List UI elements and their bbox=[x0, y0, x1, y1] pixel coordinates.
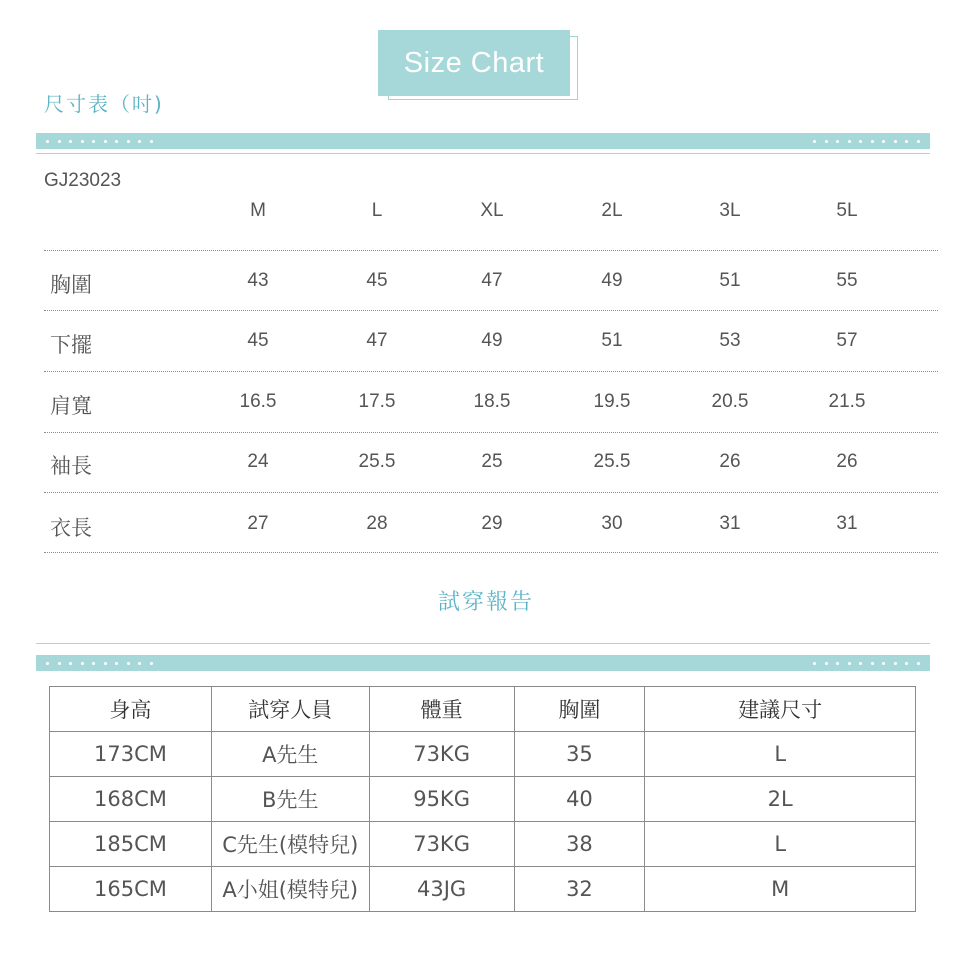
measurement-value: 21.5 bbox=[828, 391, 866, 412]
title-badge bbox=[378, 30, 570, 96]
measurement-label-shoulder: 肩寬 bbox=[50, 394, 92, 418]
size-column-header: 5L bbox=[836, 200, 858, 221]
band-dots-left bbox=[46, 655, 161, 671]
height-cell: 173CM bbox=[50, 732, 212, 777]
weight-cell: 73KG bbox=[369, 732, 514, 777]
measurement-value: 18.5 bbox=[473, 391, 511, 412]
measurement-value: 31 bbox=[719, 513, 741, 534]
measurement-value: 53 bbox=[719, 330, 741, 351]
band-rule-top bbox=[36, 153, 930, 154]
measurement-label-length: 衣長 bbox=[50, 516, 92, 540]
chest-cell: 38 bbox=[514, 822, 645, 867]
measurement-value: 30 bbox=[601, 513, 623, 534]
table-row bbox=[50, 732, 916, 777]
tester-cell: A小姐(模特兒) bbox=[211, 867, 369, 912]
measurement-value: 55 bbox=[836, 270, 858, 291]
column-header-height: 身高 bbox=[50, 687, 212, 732]
measurement-value: 24 bbox=[247, 451, 269, 472]
measurement-value: 16.5 bbox=[239, 391, 277, 412]
size-column-header: M bbox=[250, 200, 266, 221]
measurement-value: 51 bbox=[719, 270, 741, 291]
row-divider bbox=[44, 371, 938, 372]
table-row bbox=[50, 867, 916, 912]
size-column-header: 3L bbox=[719, 200, 741, 221]
height-cell: 168CM bbox=[50, 777, 212, 822]
measurement-label-sleeve: 袖長 bbox=[50, 454, 92, 478]
column-header-weight: 體重 bbox=[369, 687, 514, 732]
size-cell: 2L bbox=[645, 777, 916, 822]
size-cell: M bbox=[645, 867, 916, 912]
size-cell: L bbox=[645, 732, 916, 777]
measurement-value: 57 bbox=[836, 330, 858, 351]
size-chart-title-badge bbox=[378, 30, 578, 102]
measurement-value: 19.5 bbox=[593, 391, 631, 412]
row-divider bbox=[44, 432, 938, 433]
measurement-value: 27 bbox=[247, 513, 269, 534]
measurement-value: 45 bbox=[366, 270, 388, 291]
column-header-chest: 胸圍 bbox=[514, 687, 645, 732]
fit-report-title: 試穿報告 bbox=[437, 590, 534, 615]
measurement-value: 45 bbox=[247, 330, 269, 351]
size-column-header: XL bbox=[480, 200, 504, 221]
measurement-value: 17.5 bbox=[358, 391, 396, 412]
weight-cell: 95KG bbox=[369, 777, 514, 822]
measurement-value: 51 bbox=[601, 330, 623, 351]
row-divider bbox=[44, 250, 938, 251]
size-column-header: L bbox=[371, 200, 383, 221]
weight-cell: 43JG bbox=[369, 867, 514, 912]
column-header-recommended-size: 建議尺寸 bbox=[645, 687, 916, 732]
page-title: Size Chart bbox=[403, 46, 545, 79]
tester-cell: A先生 bbox=[211, 732, 369, 777]
measurement-value: 49 bbox=[481, 330, 503, 351]
row-divider bbox=[44, 492, 938, 493]
band-dots-left bbox=[46, 133, 161, 149]
height-cell: 165CM bbox=[50, 867, 212, 912]
chest-cell: 32 bbox=[514, 867, 645, 912]
measurement-value: 47 bbox=[366, 330, 388, 351]
size-cell: L bbox=[645, 822, 916, 867]
fit-report-table bbox=[49, 686, 916, 912]
measurement-value: 26 bbox=[719, 451, 741, 472]
chest-cell: 35 bbox=[514, 732, 645, 777]
band-dots-right bbox=[813, 133, 928, 149]
tester-cell: C先生(模特兒) bbox=[211, 822, 369, 867]
measurement-value: 29 bbox=[481, 513, 503, 534]
measurement-value: 20.5 bbox=[711, 391, 749, 412]
weight-cell: 73KG bbox=[369, 822, 514, 867]
model-code: GJ23023 bbox=[44, 170, 122, 191]
tester-cell: B先生 bbox=[211, 777, 369, 822]
decorative-band-top bbox=[36, 133, 930, 149]
table-row bbox=[50, 822, 916, 867]
measurement-value: 25.5 bbox=[593, 451, 631, 472]
measurement-value: 25 bbox=[481, 451, 503, 472]
measurement-value: 47 bbox=[481, 270, 503, 291]
measurement-value: 31 bbox=[836, 513, 858, 534]
row-divider bbox=[44, 552, 938, 553]
row-divider bbox=[44, 310, 938, 311]
size-table-heading: 尺寸表（吋) bbox=[44, 92, 164, 116]
chest-cell: 40 bbox=[514, 777, 645, 822]
measurement-label-hem: 下擺 bbox=[50, 333, 92, 357]
size-column-header: 2L bbox=[601, 200, 623, 221]
table-header-row bbox=[50, 687, 916, 732]
height-cell: 185CM bbox=[50, 822, 212, 867]
band-dots-right bbox=[813, 655, 928, 671]
measurement-value: 26 bbox=[836, 451, 858, 472]
column-header-tester: 試穿人員 bbox=[211, 687, 369, 732]
decorative-band-bottom bbox=[36, 655, 930, 671]
measurement-value: 49 bbox=[601, 270, 623, 291]
measurement-value: 28 bbox=[366, 513, 388, 534]
band-rule-bottom bbox=[36, 643, 930, 644]
measurement-label-chest: 胸圍 bbox=[50, 273, 92, 297]
measurement-value: 25.5 bbox=[358, 451, 396, 472]
table-row bbox=[50, 777, 916, 822]
measurement-value: 43 bbox=[247, 270, 269, 291]
